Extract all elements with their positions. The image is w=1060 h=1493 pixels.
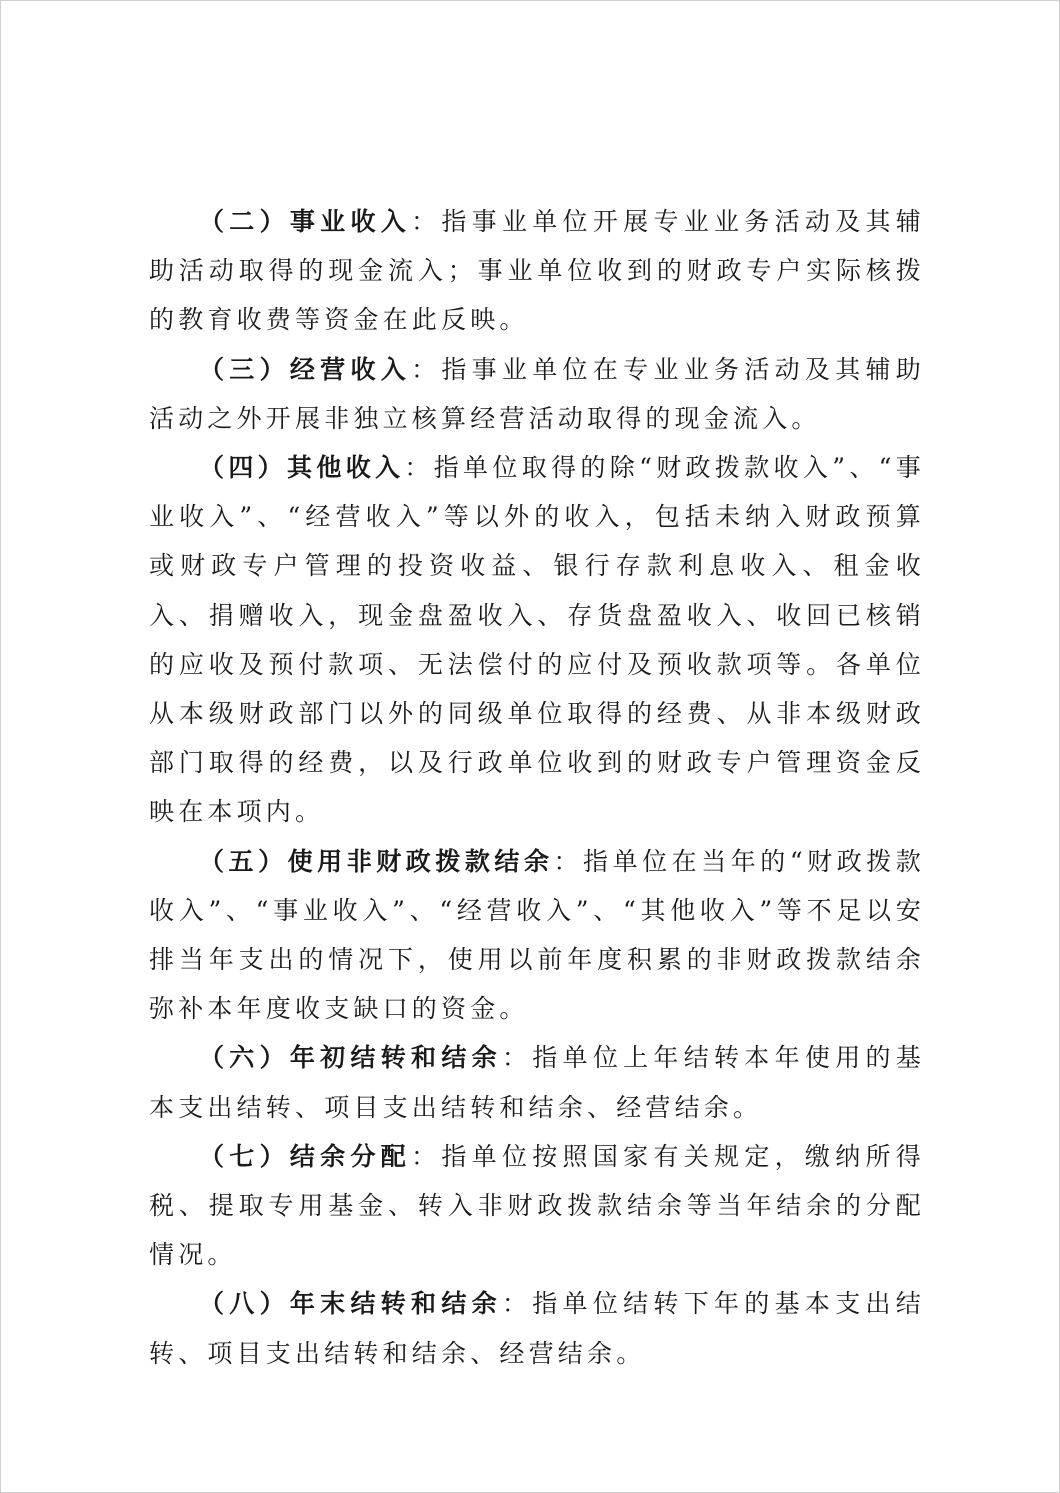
paragraph-other-income xyxy=(149,443,925,837)
paragraph-balance-distribution xyxy=(149,1132,925,1280)
paragraph-text: ：指事业单位开展专业业务活动及其辅助活动取得的现金流入；事业单位收到的财政专户实际核拨的教育收费等资金在此反映。 xyxy=(149,207,926,335)
paragraph-business-income xyxy=(149,197,925,345)
paragraph-text: ：指单位上年结转本年使用的基本支出结转、项目支出结转和结余、经营结余。 xyxy=(149,1043,925,1122)
paragraph-operating-income xyxy=(149,345,925,443)
paragraph-text: ：指单位结转下年的基本支出结转、项目支出结转和结余、经营结余。 xyxy=(149,1289,925,1368)
paragraph-heading: （五）使用非财政拨款结余 xyxy=(199,846,554,876)
paragraph-text: ：指单位取得的除“财政拨款收入”、“事业收入”、“经营收入”等以外的收入，包括未纳入财政预算或财政专户管理的投资收益、银行存款利息收入、租金收入、捐赠收入，现金盘盈收入、存货盘盈收入、收回已核销的应收及预付款项、无法偿付的应付及预收款项等。各单位从本级财政部门以外的同级单位取得的经费、从非本级财政部门取得的经费，以及行政单位收到的财政专户管理资金反映在本项内。 xyxy=(149,453,925,827)
paragraph-heading: （三）经营收入 xyxy=(199,354,412,384)
paragraph-non-fiscal-balance-use xyxy=(149,837,925,1034)
paragraph-text: ：指单位在当年的“财政拨款收入”、“事业收入”、“经营收入”、“其他收入”等不足以安排当年支出的情况下，使用以前年度积累的非财政拨款结余弥补本年度收支缺口的资金。 xyxy=(149,846,925,1024)
paragraph-heading: （六）年初结转和结余 xyxy=(199,1043,502,1073)
paragraph-text: ：指单位按照国家有关规定，缴纳所得税、提取专用基金、转入非财政拨款结余等当年结余的分配情况。 xyxy=(149,1141,926,1270)
paragraph-heading: （四）其他收入 xyxy=(199,453,405,483)
document-body xyxy=(149,197,925,1378)
paragraph-text: ：指事业单位在专业业务活动及其辅助活动之外开展非独立核算经营活动取得的现金流入。 xyxy=(149,354,926,433)
paragraph-opening-carryover xyxy=(149,1033,925,1131)
paragraph-heading: （二）事业收入 xyxy=(199,207,412,236)
paragraph-heading: （八）年末结转和结余 xyxy=(199,1289,502,1319)
paragraph-heading: （七）结余分配 xyxy=(199,1141,412,1171)
paragraph-closing-carryover xyxy=(149,1279,925,1377)
